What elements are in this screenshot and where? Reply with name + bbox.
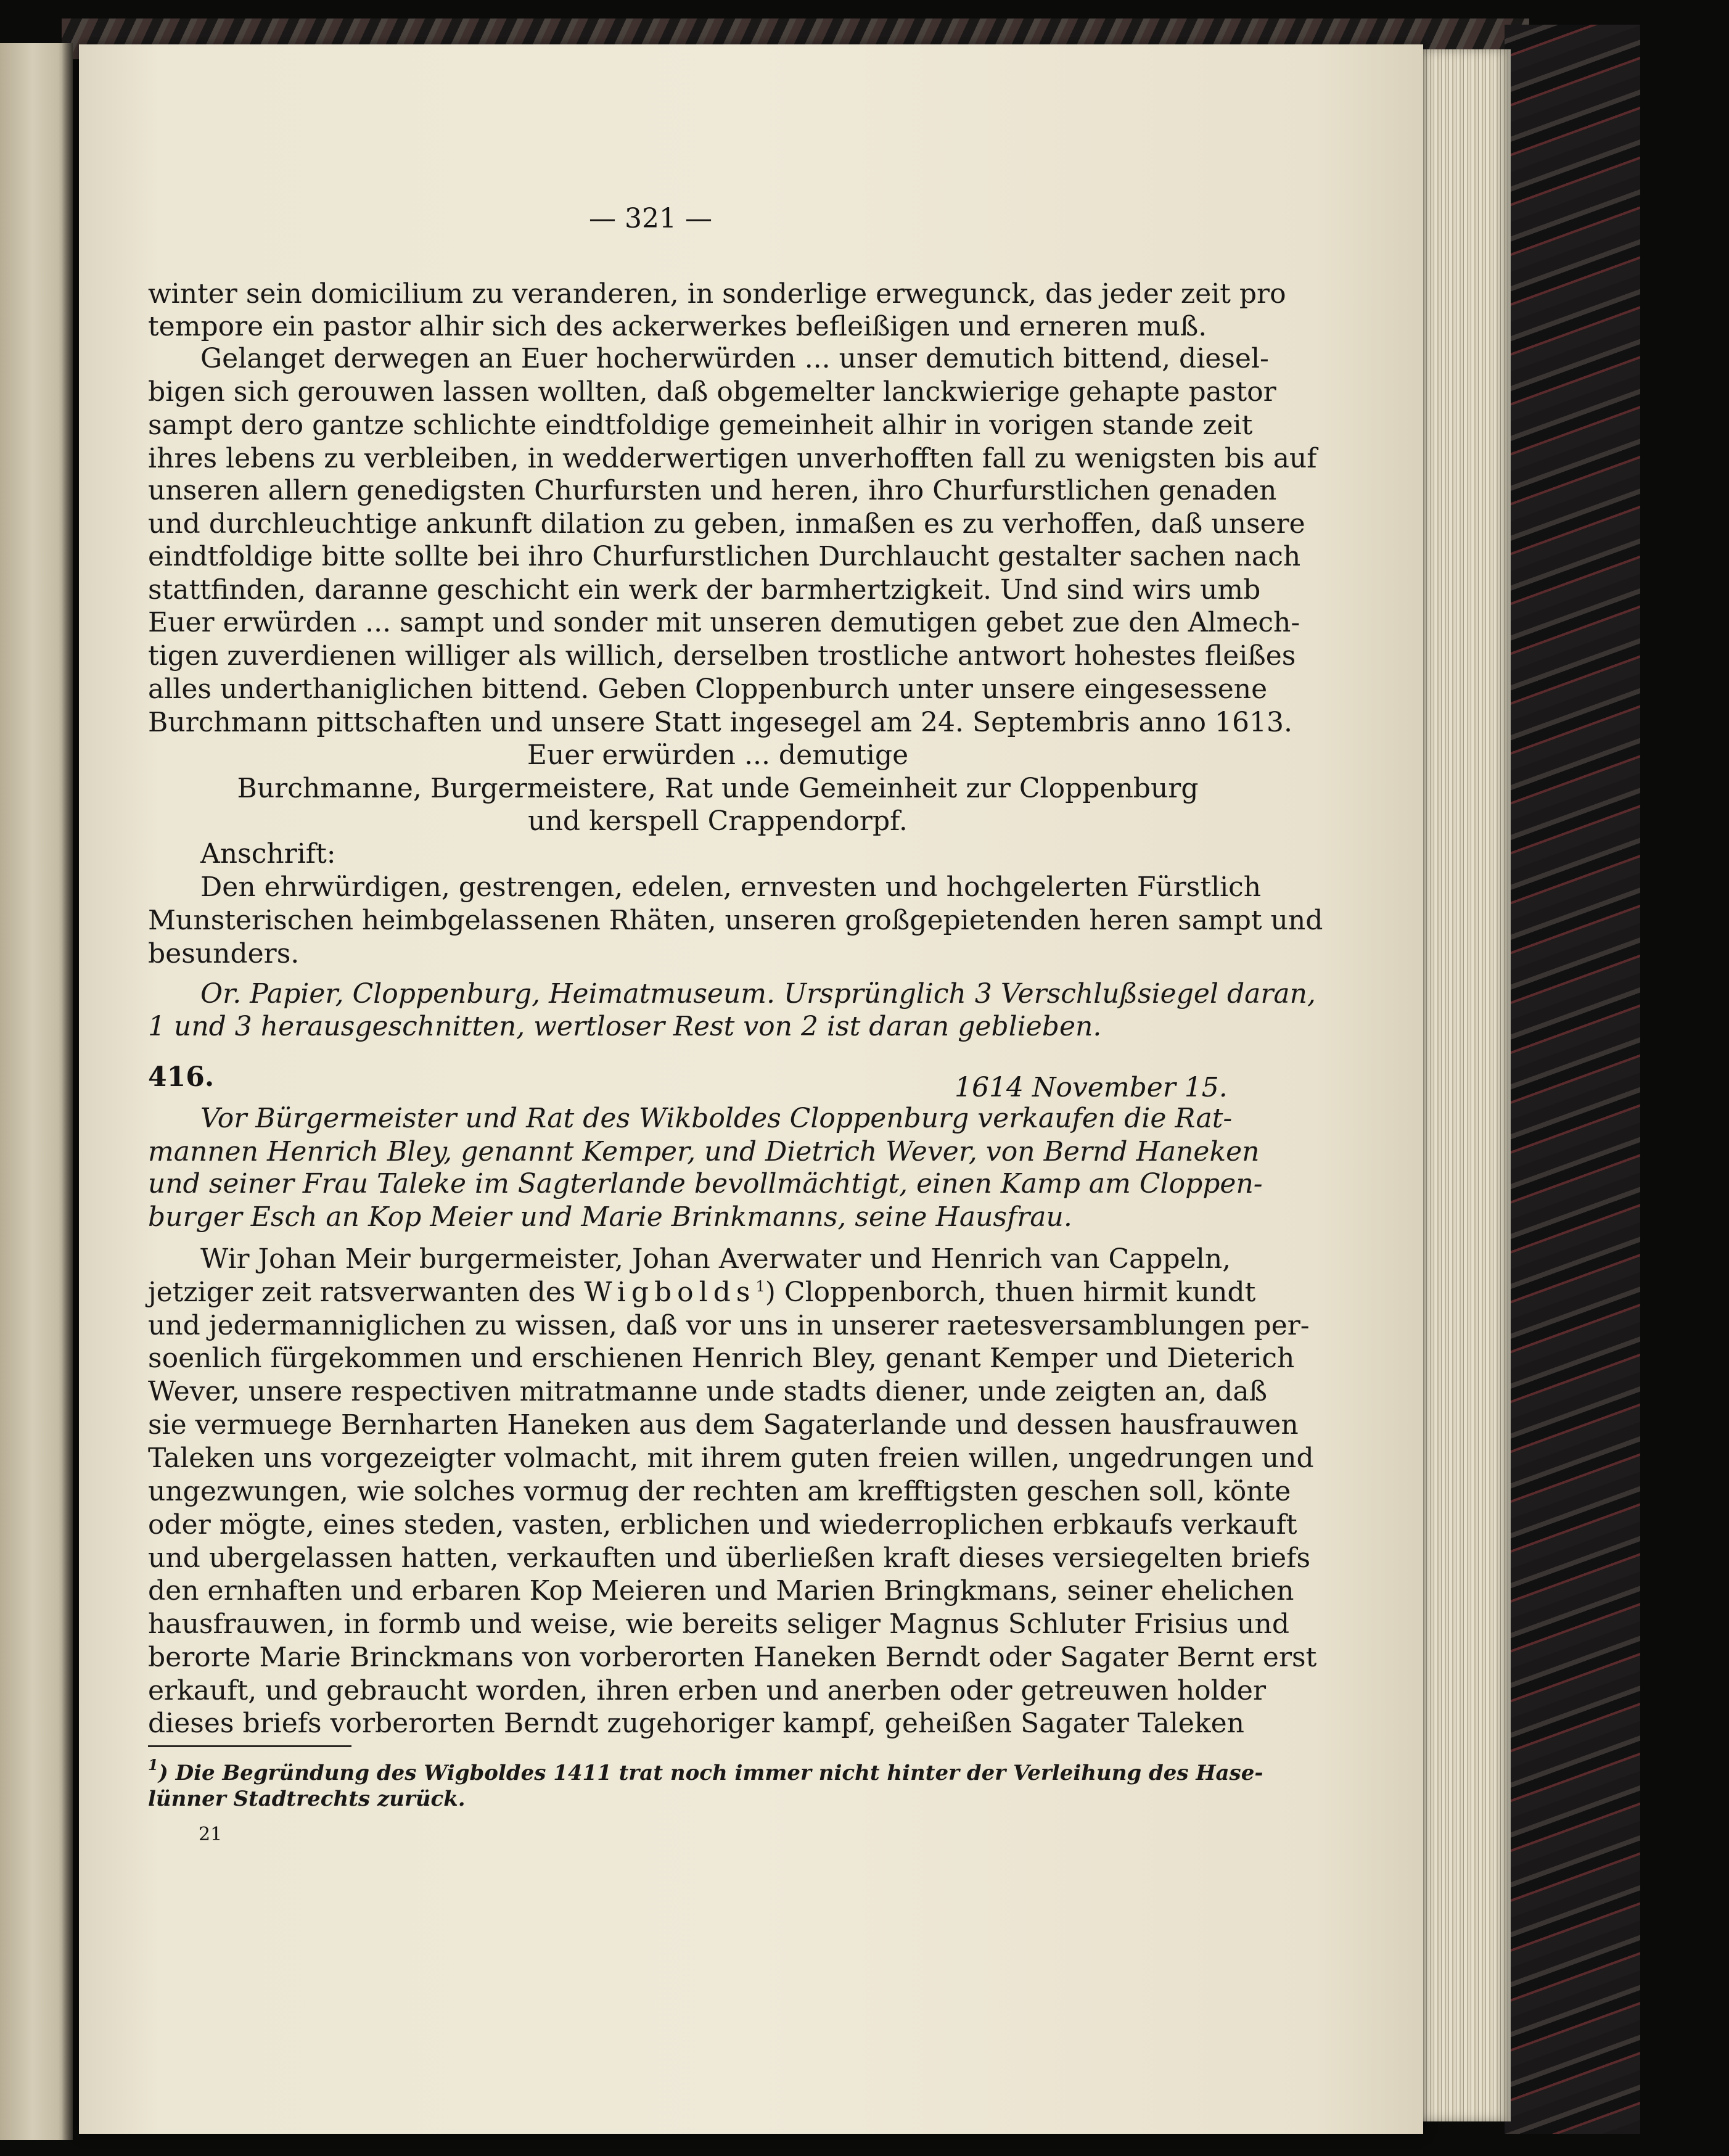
text-segment: ) Die Begründung des Wigboldes 1411 trat noch immer nicht hinter der Verleihung des Hase- xyxy=(158,1761,1263,1785)
text-line: stattfinden, daranne geschicht ein werk der barmhertzigkeit. Und sind wirs umb xyxy=(148,574,1261,606)
text-line: und ubergelassen hatten, verkauften und überließen kraft dieses versiegelten briefs xyxy=(148,1542,1311,1574)
footnote-line: lünner Stadtrechts zurück. xyxy=(148,1787,466,1811)
entry-number: 416. xyxy=(148,1061,215,1093)
text-line: Munsterischen heimbgelassenen Rhäten, unseren großgepietenden heren sampt und xyxy=(148,905,1323,936)
footnote-line xyxy=(148,1756,1263,1785)
text-line: unseren allern genedigsten Churfursten und heren, ihro Churfurstlichen genaden xyxy=(148,475,1277,506)
text-line: und durchleuchtige ankunft dilation zu geben, inmaßen es zu verhoffen, daß unsere xyxy=(148,508,1305,540)
entry-date: 1614 November 15. xyxy=(955,1072,1228,1103)
text-line: ungezwungen, wie solches vormug der rechten am krefftigsten geschen soll, könte xyxy=(148,1476,1291,1507)
text-line: dieses briefs vorberorten Berndt zugehoriger kampf, geheißen Sagater Taleken xyxy=(148,1708,1244,1739)
text-line: den ernhaften und erbaren Kop Meieren und Marien Bringkmans, seiner ehelichen xyxy=(148,1575,1294,1607)
page-stack-edges xyxy=(1412,49,1511,2121)
closing-line: Burchmanne, Burgermeistere, Rat unde Gemeinheit zur Cloppenburg xyxy=(237,773,1199,804)
address-label: Anschrift: xyxy=(200,838,336,870)
text-line: sie vermuege Bernharten Haneken aus dem Sagaterlande und dessen hausfrauwen xyxy=(148,1409,1299,1441)
text-line: Euer erwürden ... sampt und sonder mit unseren demutigen gebet zue den Almech- xyxy=(148,607,1300,638)
text-line: Burchmann pittschaften und unsere Statt ingesegel am 24. Septembris anno 1613. xyxy=(148,707,1292,738)
text-line: ihres lebens zu verbleiben, in wedderwertigen unverhofften fall zu wenigsten bis auf xyxy=(148,443,1317,474)
summary-line: burger Esch an Kop Meier und Marie Brinkmanns, seine Hausfrau. xyxy=(148,1201,1072,1233)
text-line: soenlich fürgekommen und erschienen Henrich Bley, genant Kemper und Dieterich xyxy=(148,1343,1295,1374)
closing-line: Euer erwürden ... demutige xyxy=(527,739,909,771)
text-line: sampt dero gantze schlichte eindtfoldige gemeinheit alhir in vorigen stande zeit xyxy=(148,409,1253,441)
source-note-line: 1 und 3 herausgeschnitten, wertloser Rest von 2 ist daran geblieben. xyxy=(148,1011,1102,1042)
spaced-word: Wigbolds xyxy=(584,1277,756,1308)
text-line: erkauft, und gebraucht worden, ihren erben und anerben oder getreuwen holder xyxy=(148,1675,1266,1706)
signature-mark: 21 xyxy=(199,1824,223,1845)
text-line: Taleken uns vorgezeigter volmacht, mit ihrem guten freien willen, ungedrungen und xyxy=(148,1442,1314,1474)
text-line: tempore ein pastor alhir sich des ackerwerkes befleißigen und erneren muß. xyxy=(148,311,1207,342)
text-segment: jetziger zeit ratsverwanten des xyxy=(148,1277,576,1308)
closing-line: und kerspell Crappendorpf. xyxy=(528,805,908,837)
text-line: berorte Marie Brinckmans von vorberorten Haneken Berndt oder Sagater Bernt erst xyxy=(148,1642,1317,1673)
text-line: eindtfoldige bitte sollte bei ihro Churfurstlichen Durchlaucht gestalter sachen nach xyxy=(148,541,1301,572)
text-line: tigen zuverdienen williger als willich, derselben trostliche antwort hohestes fleißes xyxy=(148,640,1296,672)
text-line: und jedermanniglichen zu wissen, daß vor uns in unserer raetesversamblungen per- xyxy=(148,1310,1310,1341)
text-line: Wir Johan Meir burgermeister, Johan Averwater und Henrich van Cappeln, xyxy=(200,1243,1231,1275)
text-line: alles underthaniglichen bittend. Geben Cloppenburch unter unsere eingesessene xyxy=(148,673,1268,705)
text-line xyxy=(148,1277,1256,1308)
page-number: — 321 — xyxy=(589,203,712,234)
text-segment: ) Cloppenborch, thuen hirmit kundt xyxy=(765,1277,1256,1308)
summary-line: Vor Bürgermeister und Rat des Wikboldes Cloppenburg verkaufen die Rat- xyxy=(200,1103,1233,1134)
text-line: besunders. xyxy=(148,938,300,969)
footnote-ref: 1 xyxy=(755,1278,765,1295)
text-line: Den ehrwürdigen, gestrengen, edelen, ernvesten und hochgelerten Fürstlich xyxy=(200,871,1262,903)
text-line: oder mögte, eines steden, vasten, erblichen und wiederroplichen erbkaufs verkauft xyxy=(148,1509,1297,1541)
text-line: hausfrauwen, in formb und weise, wie bereits seliger Magnus Schluter Frisius und xyxy=(148,1608,1290,1640)
footnote-rule xyxy=(148,1745,351,1747)
text-line: Wever, unsere respectiven mitratmanne unde stadts diener, unde zeigten an, daß xyxy=(148,1376,1267,1407)
footnote-marker: 1 xyxy=(148,1756,158,1774)
text-line: bigen sich gerouwen lassen wollten, daß obgemelter lanckwierige gehapte pastor xyxy=(148,376,1276,408)
facing-page-edge xyxy=(0,43,73,2140)
marbled-book-cover xyxy=(1505,25,1640,2134)
summary-line: und seiner Frau Taleke im Sagterlande bevollmächtigt, einen Kamp am Cloppen- xyxy=(148,1168,1263,1199)
summary-line: mannen Henrich Bley, genannt Kemper, und Dietrich Wever, von Bernd Haneken xyxy=(148,1136,1260,1167)
text-line: winter sein domicilium zu veranderen, in sonderlige erwegunck, das jeder zeit pro xyxy=(148,278,1286,310)
source-note-line: Or. Papier, Cloppenburg, Heimatmuseum. Ursprünglich 3 Verschlußsiegel daran, xyxy=(200,978,1316,1010)
text-line: Gelanget derwegen an Euer hocherwürden ... unser demutich bittend, diesel- xyxy=(200,343,1269,374)
